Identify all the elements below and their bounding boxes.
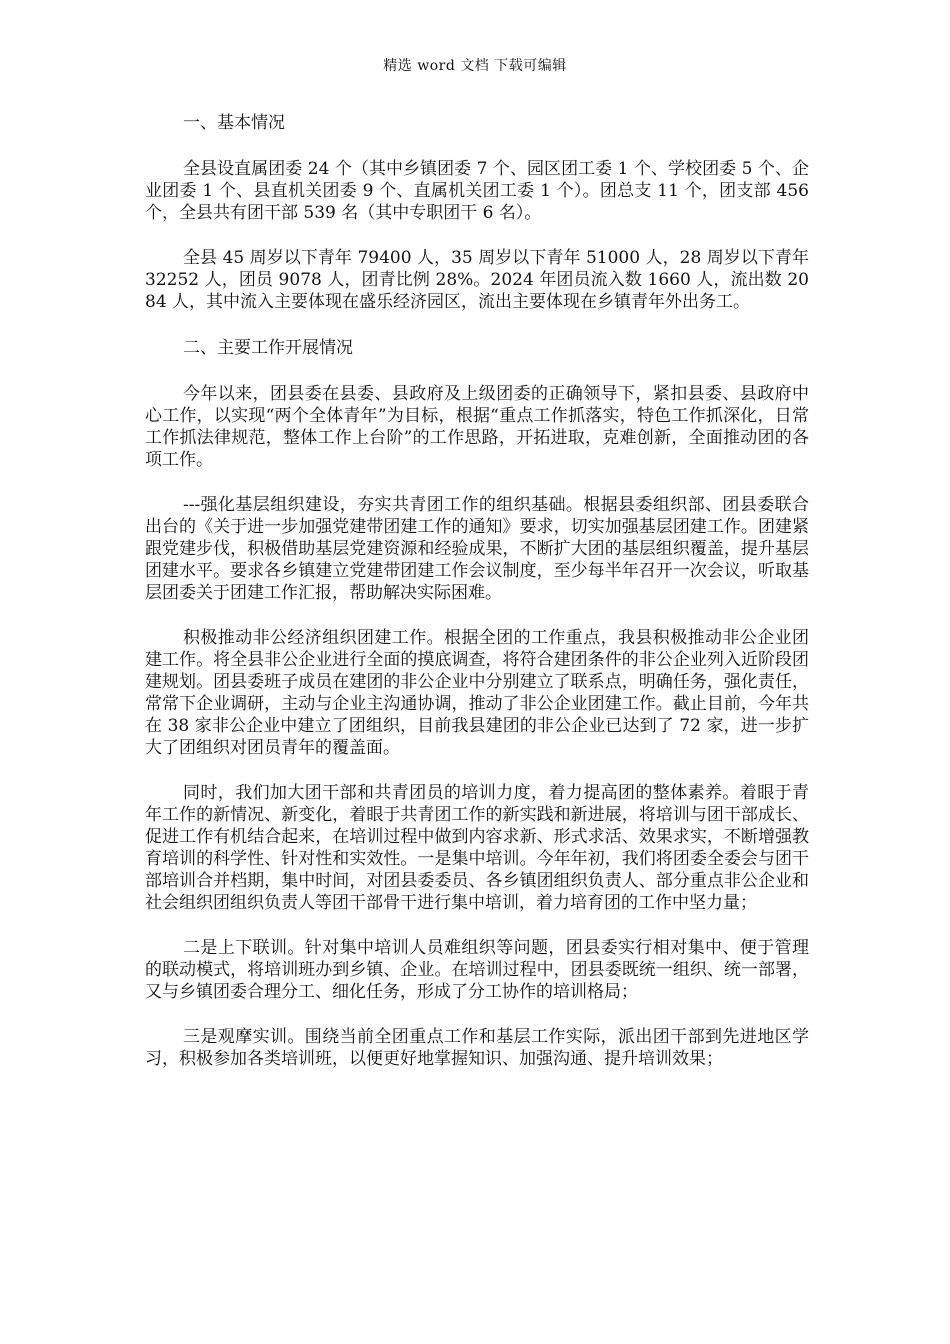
- section-heading-basic: 一、基本情况: [183, 113, 285, 133]
- paragraph-overview: 今年以来，团县委在县委、县政府及上级团委的正确领导下，紧扣县委、县政府中心工作，以实现“两个全体青年”为目标，根据“重点工作抓落实，特色工作抓深化，日常工作抓法律规范，整体工作上台阶”的工作思路，开拓进取，克难创新，全面推动团的各项工作。: [145, 384, 809, 470]
- paragraph-joint-training: 二是上下联训。针对集中培训人员难组织等问题，团县委实行相对集中、便于管理的联动模式，将培训班办到乡镇、企业。在培训过程中，团县委既统一组织、统一部署，又与乡镇团委合理分工、细化任务，形成了分工协作的培训格局；: [145, 938, 809, 1002]
- document-body: [145, 112, 809, 1070]
- page-header: 精选 word 文档 下载可编辑: [383, 58, 567, 74]
- paragraph-observation-training: 三是观摩实训。围绕当前全团重点工作和基层工作实际，派出团干部到先进地区学习，积极参加各类培训班，以便更好地掌握知识、加强沟通、提升培训效果；: [145, 1027, 809, 1069]
- section-heading-work: 二、主要工作开展情况: [183, 338, 353, 358]
- paragraph-youth-statistics: 全县 45 周岁以下青年 79400 人，35 周岁以下青年 51000 人，28 周岁以下青年 32252 人，团员 9078 人，团青比例 28%。2024 年团员流入数 1660 人，流出数 2084 人，其中流入主要体现在盛乐经济园区，流出主要体现在乡镇青年外出务工。: [145, 248, 809, 312]
- paragraph-grassroots: ---强化基层组织建设，夯实共青团工作的组织基础。根据县委组织部、团县委联合出台的《关于进一步加强党建带团建工作的通知》要求，切实加强基层团建工作。团建紧跟党建步伐，积极借助基层党建资源和经验成果，不断扩大团的基层组织覆盖，提升基层团建水平。要求各乡镇建立党建带团建工作会议制度，至少每半年召开一次会议，听取基层团委关于团建工作汇报，帮助解决实际困难。: [145, 495, 809, 603]
- paragraph-training: 同时，我们加大团干部和共青团员的培训力度，着力提高团的整体素养。着眼于青年工作的新情况、新变化，着眼于共青团工作的新实践和新进展，将培训与团干部成长、促进工作有机结合起来，在培训过程中做到内容求新、形式求活、效果求实，不断增强教育培训的科学性、针对性和实效性。一是集中培训。今年年初，我们将团委全委会与团干部培训合并档期，集中时间，对团县委委员、各乡镇团组织负责人、部分重点非公企业和社会组织团组织负责人等团干部骨干进行集中培训，着力培育团的工作中坚力量；: [145, 783, 809, 913]
- paragraph-organization: 全县设直属团委 24 个（其中乡镇团委 7 个、园区团工委 1 个、学校团委 5 个、企业团委 1 个、县直机关团委 9 个、直属机关团工委 1 个）。团总支 11 个，团支部 456 个，全县共有团干部 539 名（其中专职团干 6 名）。: [145, 159, 809, 223]
- paragraph-non-public: 积极推动非公经济组织团建工作。根据全团的工作重点，我县积极推动非公企业团建工作。将全县非公企业进行全面的摸底调查，将符合建团条件的非公企业列入近阶段团建规划。团县委班子成员在建团的非公企业中分别建立了联系点，明确任务，强化责任，常常下企业调研，主动与企业主沟通协调，推动了非公企业团建工作。截止目前，今年共在 38 家非公企业中建立了团组织，目前我县建团的非公企业已达到了 72 家，进一步扩大了团组织对团员青年的覆盖面。: [145, 628, 809, 758]
